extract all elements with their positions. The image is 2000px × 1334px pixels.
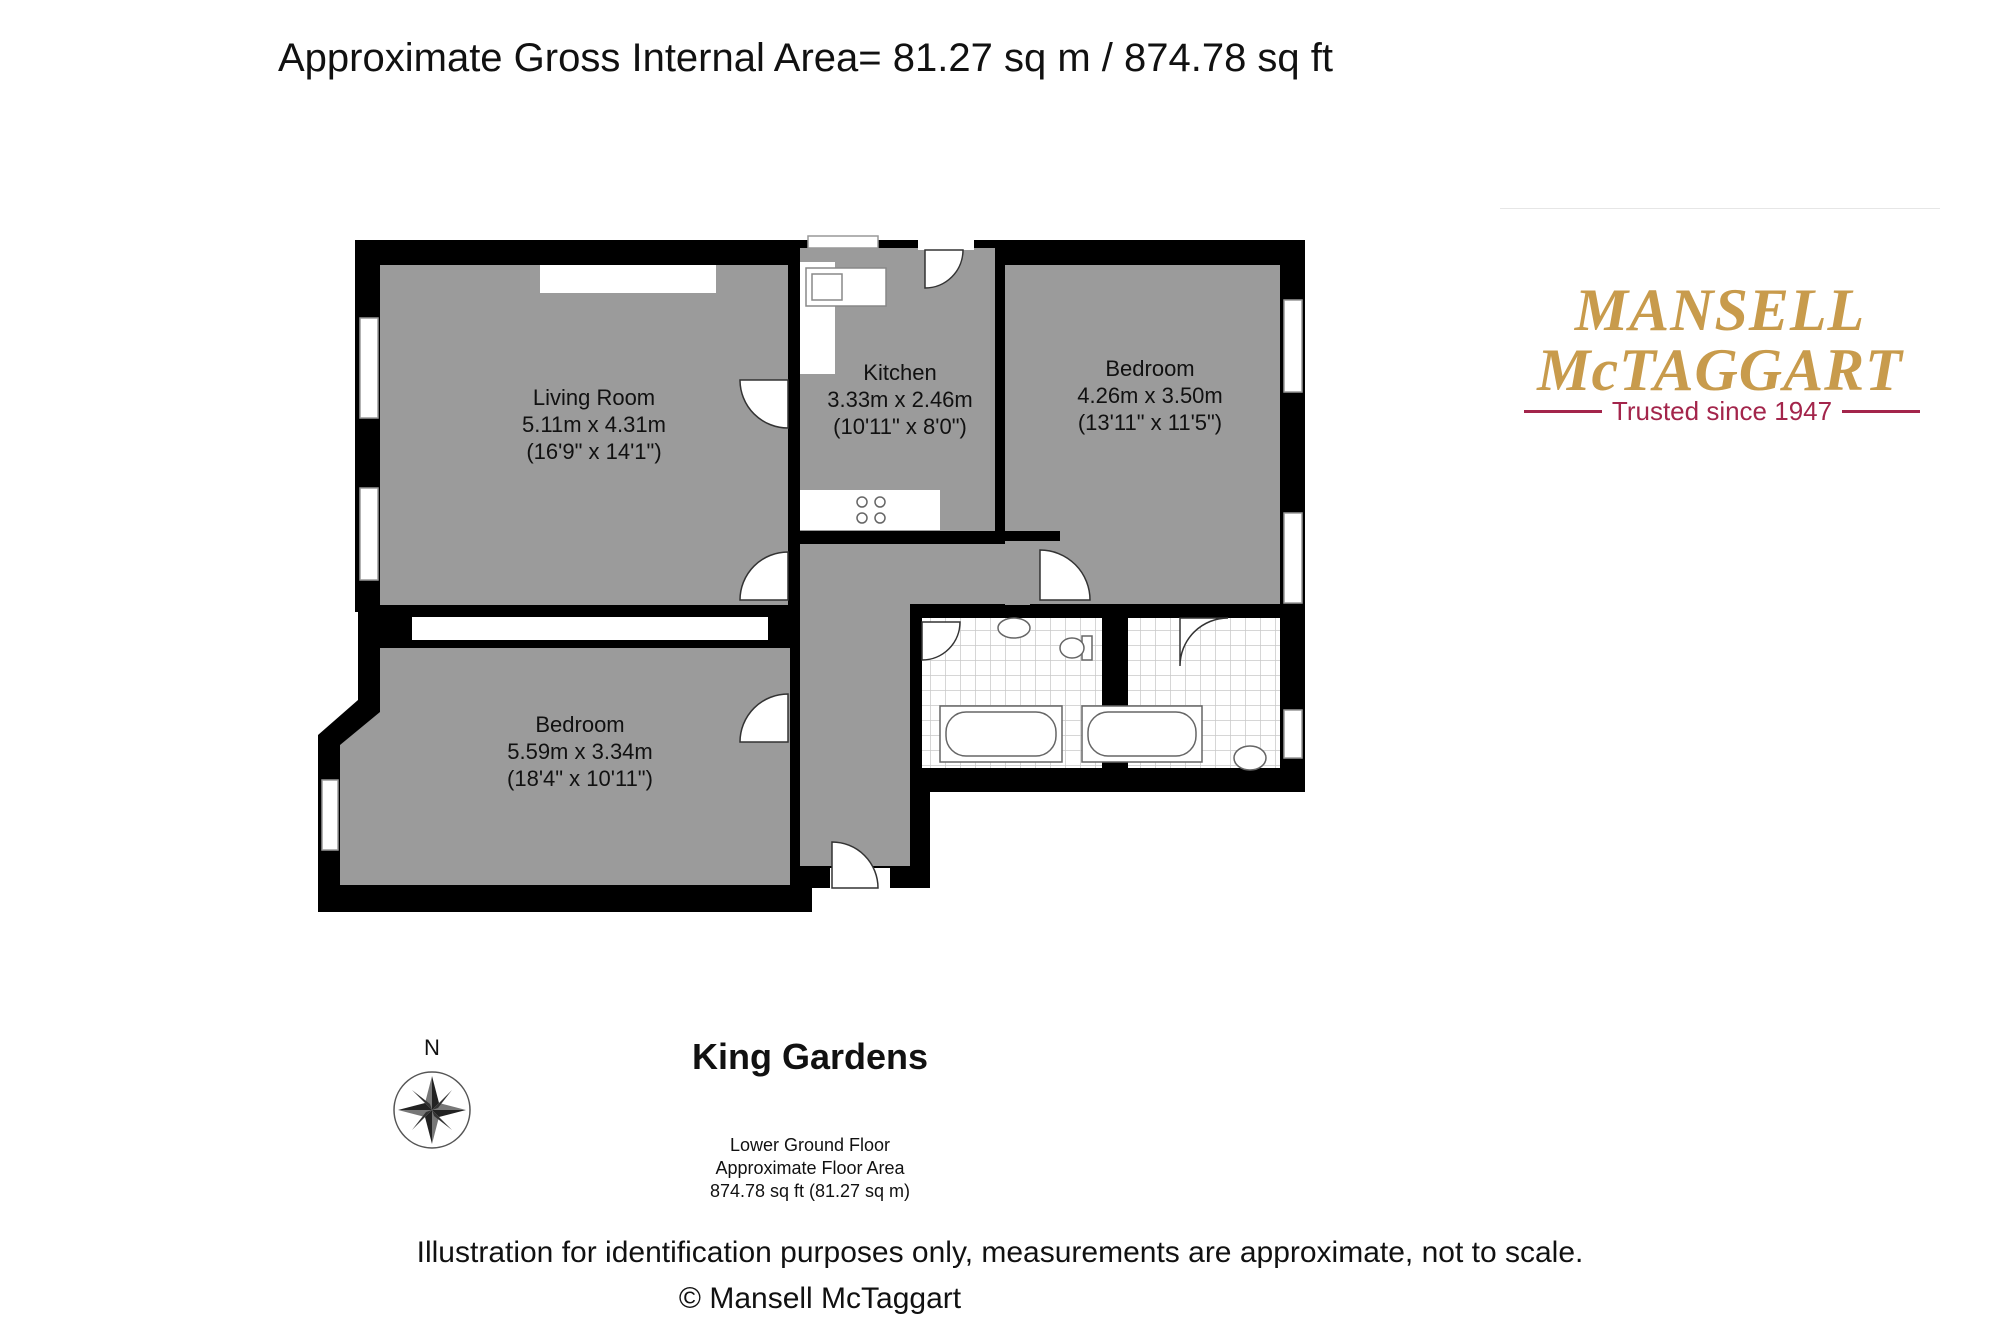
logo-tagline-row: [1524, 396, 1920, 427]
window: [808, 236, 878, 248]
hallway-floor: [800, 544, 1030, 604]
basin-icon: [998, 618, 1030, 638]
agency-logo: [1500, 208, 1940, 438]
logo-wordmark-line2: McTAGGART: [1537, 337, 1903, 403]
room-dimensions-metric: 5.11m x 4.31m: [522, 412, 666, 437]
tagline-rule: [1842, 410, 1920, 413]
window: [360, 488, 378, 580]
fireplace: [540, 265, 716, 293]
corridor-floor: [800, 604, 910, 866]
room-name: Living Room: [532, 385, 656, 410]
logo-tagline: Trusted since 1947: [1611, 396, 1833, 426]
tagline-rule: [1524, 410, 1602, 413]
gross-internal-area-title: Approximate Gross Internal Area= 81.27 sq m / 874.78 sq ft: [278, 36, 1334, 80]
window: [1284, 513, 1302, 603]
room-dimensions-metric: 3.33m x 2.46m: [827, 387, 973, 412]
logo-wordmark-line1: MANSELL: [1574, 277, 1866, 343]
door-opening: [918, 228, 974, 250]
floor-level: Lower Ground Floor: [729, 1135, 891, 1155]
disclaimer: Illustration for identification purposes only, measurements are approximate, not to scale.: [416, 1236, 1584, 1269]
window: [1284, 300, 1302, 392]
hob-worktop: [800, 490, 940, 530]
window: [360, 318, 378, 418]
property-name: King Gardens: [691, 1036, 929, 1077]
room-name: Bedroom: [1105, 356, 1195, 381]
room-dimensions-imperial: (10'11" x 8'0"): [833, 414, 967, 439]
room-dimensions-metric: 4.26m x 3.50m: [1077, 383, 1223, 408]
compass-north-label: N: [424, 1035, 440, 1060]
copyright: © Mansell McTaggart: [678, 1282, 962, 1315]
logo-divider: [1500, 208, 1940, 209]
window: [1284, 710, 1302, 758]
floor-area-value: 874.78 sq ft (81.27 sq m): [709, 1181, 911, 1201]
basin-icon: [1234, 746, 1266, 770]
room-name: Bedroom: [535, 712, 625, 737]
room-name: Kitchen: [863, 360, 937, 385]
room-dimensions-metric: 5.59m x 3.34m: [507, 739, 653, 764]
room-dimensions-imperial: (16'9" x 14'1"): [526, 439, 662, 464]
room-dimensions-imperial: (18'4" x 10'11"): [507, 766, 653, 791]
floor-area-label: Approximate Floor Area: [715, 1158, 905, 1178]
window: [322, 780, 338, 850]
room-dimensions-imperial: (13'11" x 11'5"): [1077, 410, 1223, 435]
